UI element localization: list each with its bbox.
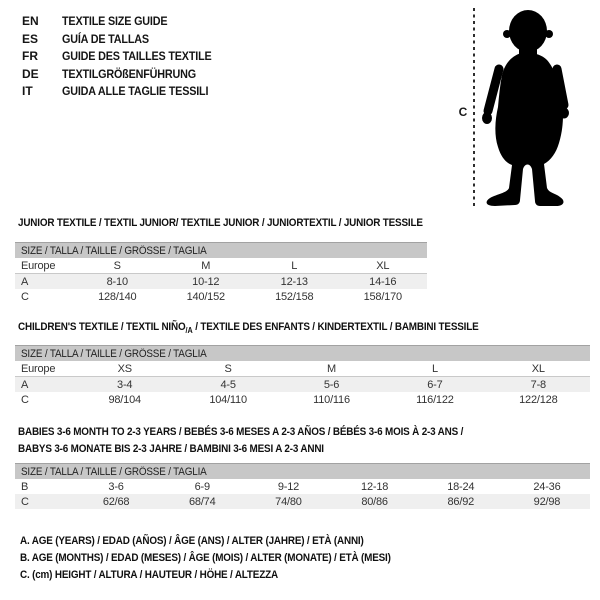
- table-cell: 10-12: [192, 275, 220, 288]
- table-row: [15, 289, 427, 304]
- toddler-silhouette-icon: [480, 5, 575, 207]
- table-cell: 104/110: [209, 393, 247, 406]
- table-cell: M: [327, 362, 336, 375]
- size-header-label: SIZE / TALLA / TAILLE / GRÖSSE / TAGLIA: [21, 244, 207, 257]
- height-measure-line: [473, 8, 475, 208]
- size-header-bar: [15, 345, 590, 361]
- row-label: Europe: [21, 362, 56, 375]
- table-cell: 9-12: [277, 480, 300, 493]
- table-cell: 7-8: [530, 378, 546, 391]
- row-label: A: [21, 275, 29, 288]
- table-cell: 6-9: [194, 480, 210, 493]
- row-label: A: [21, 378, 29, 391]
- language-label: TEXTILGRÖßENFÜHRUNG: [62, 66, 196, 81]
- table-cell: 12-13: [280, 275, 308, 288]
- table-cell: XL: [531, 362, 545, 375]
- table-cell: 62/68: [102, 495, 130, 508]
- language-label: TEXTILE SIZE GUIDE: [62, 14, 168, 28]
- junior-size-table: [15, 242, 427, 304]
- table-cell: 140/152: [186, 290, 225, 303]
- table-cell: 3-4: [117, 378, 133, 391]
- footnote-c: C. (cm) HEIGHT / ALTURA / HAUTEUR / HÖHE / ALTEZZA: [20, 568, 278, 581]
- babies-table-title: BABIES 3-6 MONTH TO 2-3 YEARS / BEBÉS 3-6 MESES A 2-3 AÑOS / BÉBÉS 3-6 MOIS À 2-3 ANS / BABYS 3-6 MONATE BIS 2-3 JAHRE / BAMBINI 3-6 MESI A 2-3 ANNI: [18, 426, 464, 455]
- junior-table-title: JUNIOR TEXTILE / TEXTIL JUNIOR/ TEXTILE JUNIOR / JUNIORTEXTIL / JUNIOR TESSILE: [18, 217, 423, 229]
- language-row: [22, 83, 228, 101]
- language-code: IT: [22, 84, 33, 99]
- table-row: [15, 494, 590, 509]
- size-header-label: SIZE / TALLA / TAILLE / GRÖSSE / TAGLIA: [21, 347, 207, 360]
- table-cell: 98/104: [108, 393, 141, 406]
- table-cell: L: [431, 362, 438, 375]
- children-size-table: [15, 345, 590, 407]
- size-header-bar: [15, 463, 590, 479]
- table-cell: 14-16: [369, 275, 397, 288]
- row-label: Europe: [21, 259, 56, 272]
- table-cell: 6-7: [427, 378, 443, 391]
- table-cell: 110/116: [313, 393, 350, 406]
- table-cell: 3-6: [108, 480, 124, 493]
- children-table-title: CHILDREN'S TEXTILE / TEXTIL $NIÑO_{/A}$ / TEXTILE DES ENFANTS / KINDERTEXTIL / BAMBINI TESSILE: [18, 321, 479, 336]
- language-code: DE: [22, 66, 39, 81]
- table-row: [15, 258, 427, 274]
- row-label: C: [21, 290, 29, 303]
- language-label: GUIDE DES TAILLES TEXTILE: [62, 49, 212, 64]
- table-cell: 5-6: [323, 378, 340, 391]
- table-cell: XL: [376, 259, 390, 272]
- table-row: [15, 479, 590, 494]
- table-cell: 24-36: [533, 480, 561, 493]
- table-cell: 68/74: [188, 495, 216, 508]
- table-cell: 80/86: [361, 495, 388, 508]
- language-row: [22, 31, 228, 49]
- language-code: ES: [22, 31, 39, 46]
- table-cell: 128/140: [98, 290, 137, 303]
- language-row: [22, 48, 228, 66]
- table-cell: M: [201, 259, 211, 272]
- table-cell: 12-18: [361, 480, 389, 493]
- row-label: C: [21, 495, 29, 508]
- table-cell: 92/98: [533, 495, 561, 508]
- table-row: [15, 392, 590, 407]
- language-row: [22, 66, 228, 84]
- footnotes: [20, 533, 432, 583]
- table-row: [15, 377, 590, 392]
- table-cell: 8-10: [106, 275, 128, 288]
- size-header-bar: [15, 242, 427, 258]
- language-row: [22, 13, 228, 31]
- size-header-label: SIZE / TALLA / TAILLE / GRÖSSE / TAGLIA: [21, 465, 207, 478]
- language-code: EN: [22, 14, 39, 28]
- table-cell: XS: [117, 362, 132, 375]
- footnote-b: B. AGE (MONTHS) / EDAD (MESES) / ÂGE (MOIS) / ALTER (MONATE) / ETÀ (MESI): [20, 551, 391, 564]
- table-row: [15, 274, 427, 289]
- row-label: C: [21, 393, 29, 406]
- height-measure-label: C: [458, 105, 468, 119]
- language-label: GUÍA DE TALLAS: [62, 31, 149, 46]
- table-cell: 4-5: [220, 378, 236, 391]
- language-label: GUIDA ALLE TAGLIE TESSILI: [62, 84, 209, 99]
- table-cell: 86/92: [447, 495, 475, 508]
- table-cell: S: [224, 362, 232, 375]
- row-label: B: [21, 480, 29, 493]
- table-cell: 116/122: [416, 393, 454, 406]
- table-cell: 152/158: [275, 290, 314, 303]
- table-cell: 18-24: [447, 480, 475, 493]
- table-cell: 122/128: [519, 393, 558, 406]
- table-cell: 74/80: [275, 495, 302, 508]
- footnote-a: A. AGE (YEARS) / EDAD (AÑOS) / ÂGE (ANS) / ALTER (JAHRE) / ETÀ (ANNI): [20, 535, 364, 547]
- table-cell: S: [113, 259, 121, 272]
- babies-size-table: [15, 463, 590, 509]
- language-code: FR: [22, 49, 38, 64]
- table-cell: 158/170: [363, 290, 402, 303]
- table-row: [15, 361, 590, 377]
- language-list: [22, 13, 228, 101]
- table-cell: L: [291, 259, 298, 272]
